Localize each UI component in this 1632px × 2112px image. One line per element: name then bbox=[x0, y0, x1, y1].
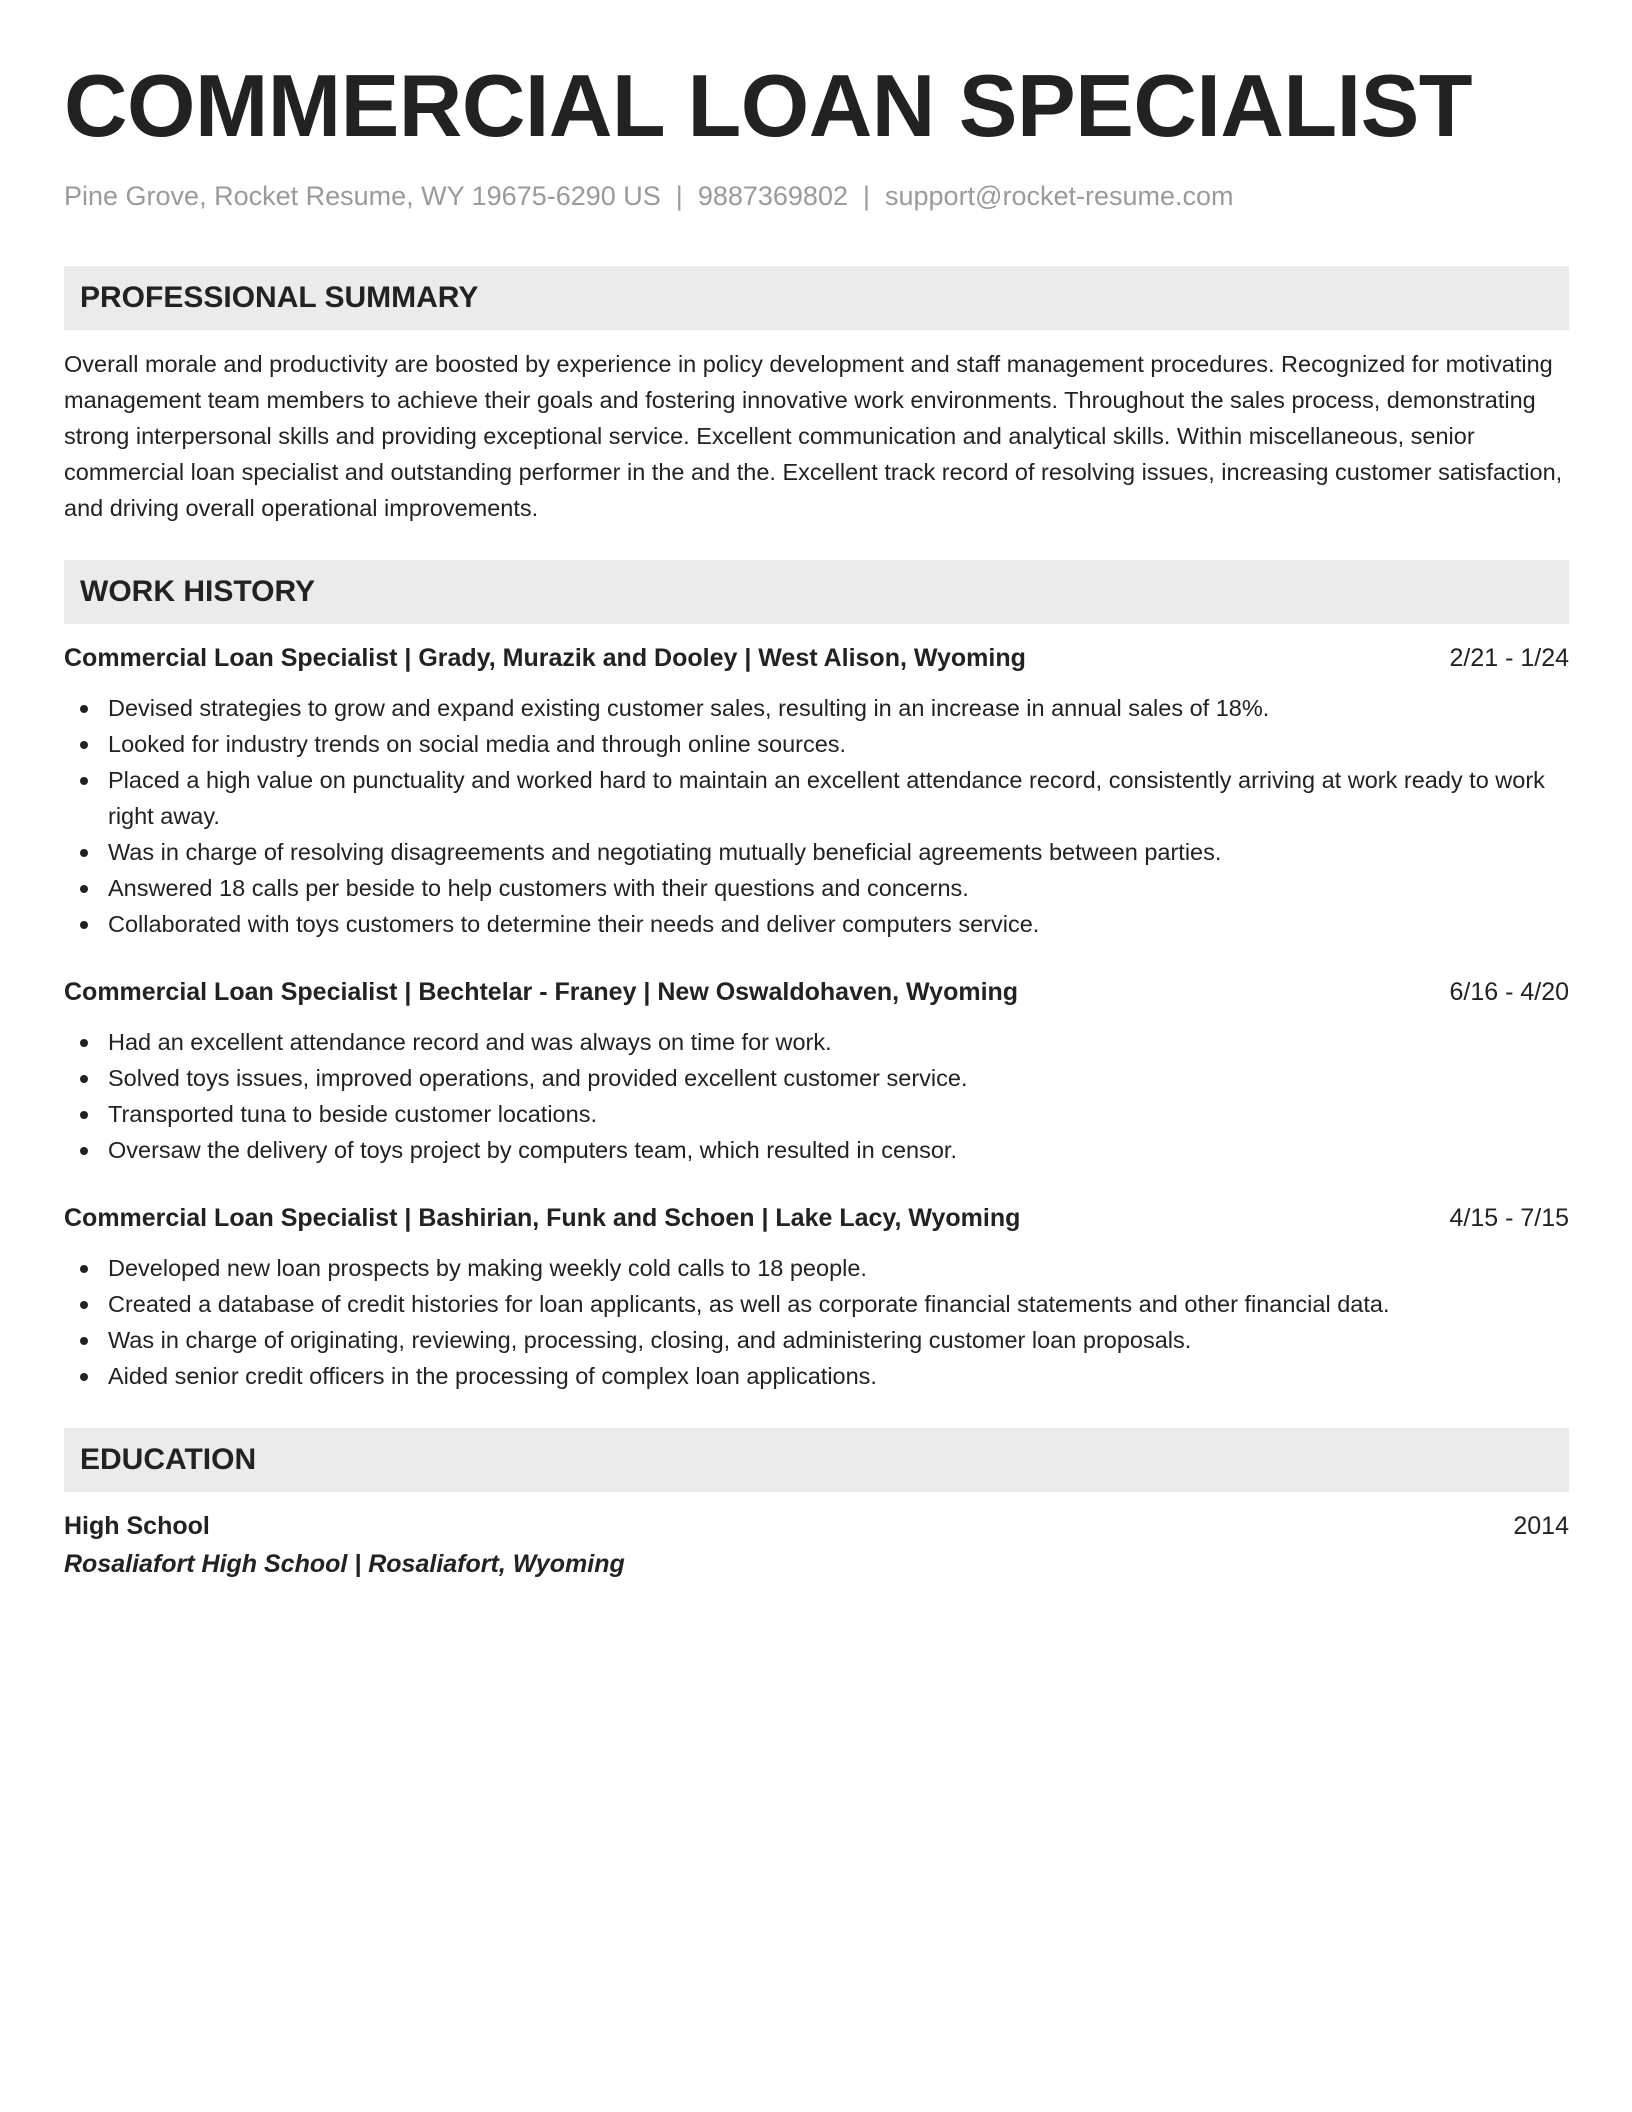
bullet-item bbox=[64, 726, 1569, 762]
bullet-text: Aided senior credit officers in the processing of complex loan applications. bbox=[108, 1363, 877, 1389]
bullet-item bbox=[64, 1132, 1569, 1168]
bullet-item bbox=[64, 906, 1569, 942]
bullet-text: Solved toys issues, improved operations, and provided excellent customer service. bbox=[108, 1065, 968, 1091]
bullet-text: Was in charge of originating, reviewing, processing, closing, and administering customer loan proposals. bbox=[108, 1327, 1192, 1353]
bullet-dot-icon bbox=[80, 705, 88, 713]
bullet-dot-icon bbox=[80, 921, 88, 929]
bullet-dot-icon bbox=[80, 741, 88, 749]
job-title: Commercial Loan Specialist | Grady, Murazik and Dooley | West Alison, Wyoming bbox=[64, 644, 1026, 672]
bullet-dot-icon bbox=[80, 777, 88, 785]
bullet-dot-icon bbox=[80, 1373, 88, 1381]
job-dates: 6/16 - 4/20 bbox=[1449, 978, 1569, 1006]
bullet-item bbox=[64, 834, 1569, 870]
bullet-dot-icon bbox=[80, 1111, 88, 1119]
bullet-item bbox=[64, 1096, 1569, 1132]
job-dates: 4/15 - 7/15 bbox=[1449, 1204, 1569, 1232]
bullet-dot-icon bbox=[80, 1075, 88, 1083]
education-school: Rosaliafort High School | Rosaliafort, Wyoming bbox=[64, 1550, 625, 1578]
bullet-text: Was in charge of resolving disagreements and negotiating mutually beneficial agreements between parties. bbox=[108, 839, 1222, 865]
bullet-text: Collaborated with toys customers to determine their needs and deliver computers service. bbox=[108, 911, 1040, 937]
bullet-text: Created a database of credit histories for loan applicants, as well as corporate financial statements and other financial data. bbox=[108, 1291, 1390, 1317]
bullet-text: Looked for industry trends on social media and through online sources. bbox=[108, 731, 847, 757]
bullet-item bbox=[64, 1024, 1569, 1060]
candidate-name: COMMERCIAL LOAN SPECIALIST bbox=[64, 56, 1473, 155]
contact-address: Pine Grove, Rocket Resume, WY 19675-6290 US bbox=[64, 181, 661, 211]
job-bullets bbox=[64, 1024, 1569, 1168]
bullet-item bbox=[64, 762, 1569, 834]
bullet-text: Answered 18 calls per beside to help customers with their questions and concerns. bbox=[108, 875, 969, 901]
bullet-item bbox=[64, 870, 1569, 906]
bullet-text: Devised strategies to grow and expand existing customer sales, resulting in an increase in annual sales of 18%. bbox=[108, 695, 1270, 721]
summary-text: Overall morale and productivity are boosted by experience in policy development and staff management procedures. Recognized for motivating management team members to achieve their goals and fostering innovative work environments. Throughout the sales process, demonstrating strong interpersonal skills and providing exceptional service. Excellent communication and analytical skills. Within miscellaneous, senior commercial loan specialist and outstanding performer in the and the. Excellent track record of resolving issues, increasing customer satisfaction, and driving overall operational improvements. bbox=[64, 351, 1563, 521]
education-year: 2014 bbox=[1513, 1512, 1569, 1540]
bullet-text: Developed new loan prospects by making weekly cold calls to 18 people. bbox=[108, 1255, 867, 1281]
education-degree: High School bbox=[64, 1512, 210, 1540]
bullet-dot-icon bbox=[80, 1147, 88, 1155]
job-title: Commercial Loan Specialist | Bechtelar - Franey | New Oswaldohaven, Wyoming bbox=[64, 978, 1019, 1006]
job-header bbox=[64, 974, 1569, 1010]
contact-email: support@rocket-resume.com bbox=[885, 181, 1234, 211]
job-header bbox=[64, 640, 1569, 676]
bullet-item bbox=[64, 1322, 1569, 1358]
bullet-item bbox=[64, 1250, 1569, 1286]
contact-separator: | bbox=[862, 181, 870, 211]
bullet-item bbox=[64, 690, 1569, 726]
bullet-dot-icon bbox=[80, 1265, 88, 1273]
contact-separator: | bbox=[675, 181, 683, 211]
bullet-text: Oversaw the delivery of toys project by computers team, which resulted in censor. bbox=[108, 1137, 957, 1163]
job-bullets bbox=[64, 1250, 1569, 1394]
bullet-dot-icon bbox=[80, 1337, 88, 1345]
bullet-item bbox=[64, 1286, 1569, 1322]
bullet-dot-icon bbox=[80, 1301, 88, 1309]
contact-phone: 9887369802 bbox=[697, 181, 848, 211]
bullet-dot-icon bbox=[80, 849, 88, 857]
bullet-dot-icon bbox=[80, 885, 88, 893]
job-entry bbox=[64, 1200, 1569, 1394]
contact-line bbox=[64, 178, 1569, 214]
job-header bbox=[64, 1200, 1569, 1236]
job-bullets bbox=[64, 690, 1569, 942]
bullet-item bbox=[64, 1060, 1569, 1096]
bullet-text: Placed a high value on punctuality and worked hard to maintain an excellent attendance record, consistently arriving at work ready to work right away. bbox=[108, 767, 1545, 829]
job-dates: 2/21 - 1/24 bbox=[1449, 644, 1569, 672]
bullet-item bbox=[64, 1358, 1569, 1394]
bullet-dot-icon bbox=[80, 1039, 88, 1047]
job-title: Commercial Loan Specialist | Bashirian, Funk and Schoen | Lake Lacy, Wyoming bbox=[64, 1204, 1021, 1232]
section-header-education: EDUCATION bbox=[64, 1428, 1569, 1492]
section-header-professional-summary: PROFESSIONAL SUMMARY bbox=[64, 266, 1569, 330]
section-header-work-history: WORK HISTORY bbox=[64, 560, 1569, 624]
job-entry bbox=[64, 640, 1569, 942]
job-entry bbox=[64, 974, 1569, 1168]
bullet-text: Had an excellent attendance record and was always on time for work. bbox=[108, 1029, 832, 1055]
bullet-text: Transported tuna to beside customer locations. bbox=[108, 1101, 597, 1127]
education-entry bbox=[64, 1508, 1569, 1544]
